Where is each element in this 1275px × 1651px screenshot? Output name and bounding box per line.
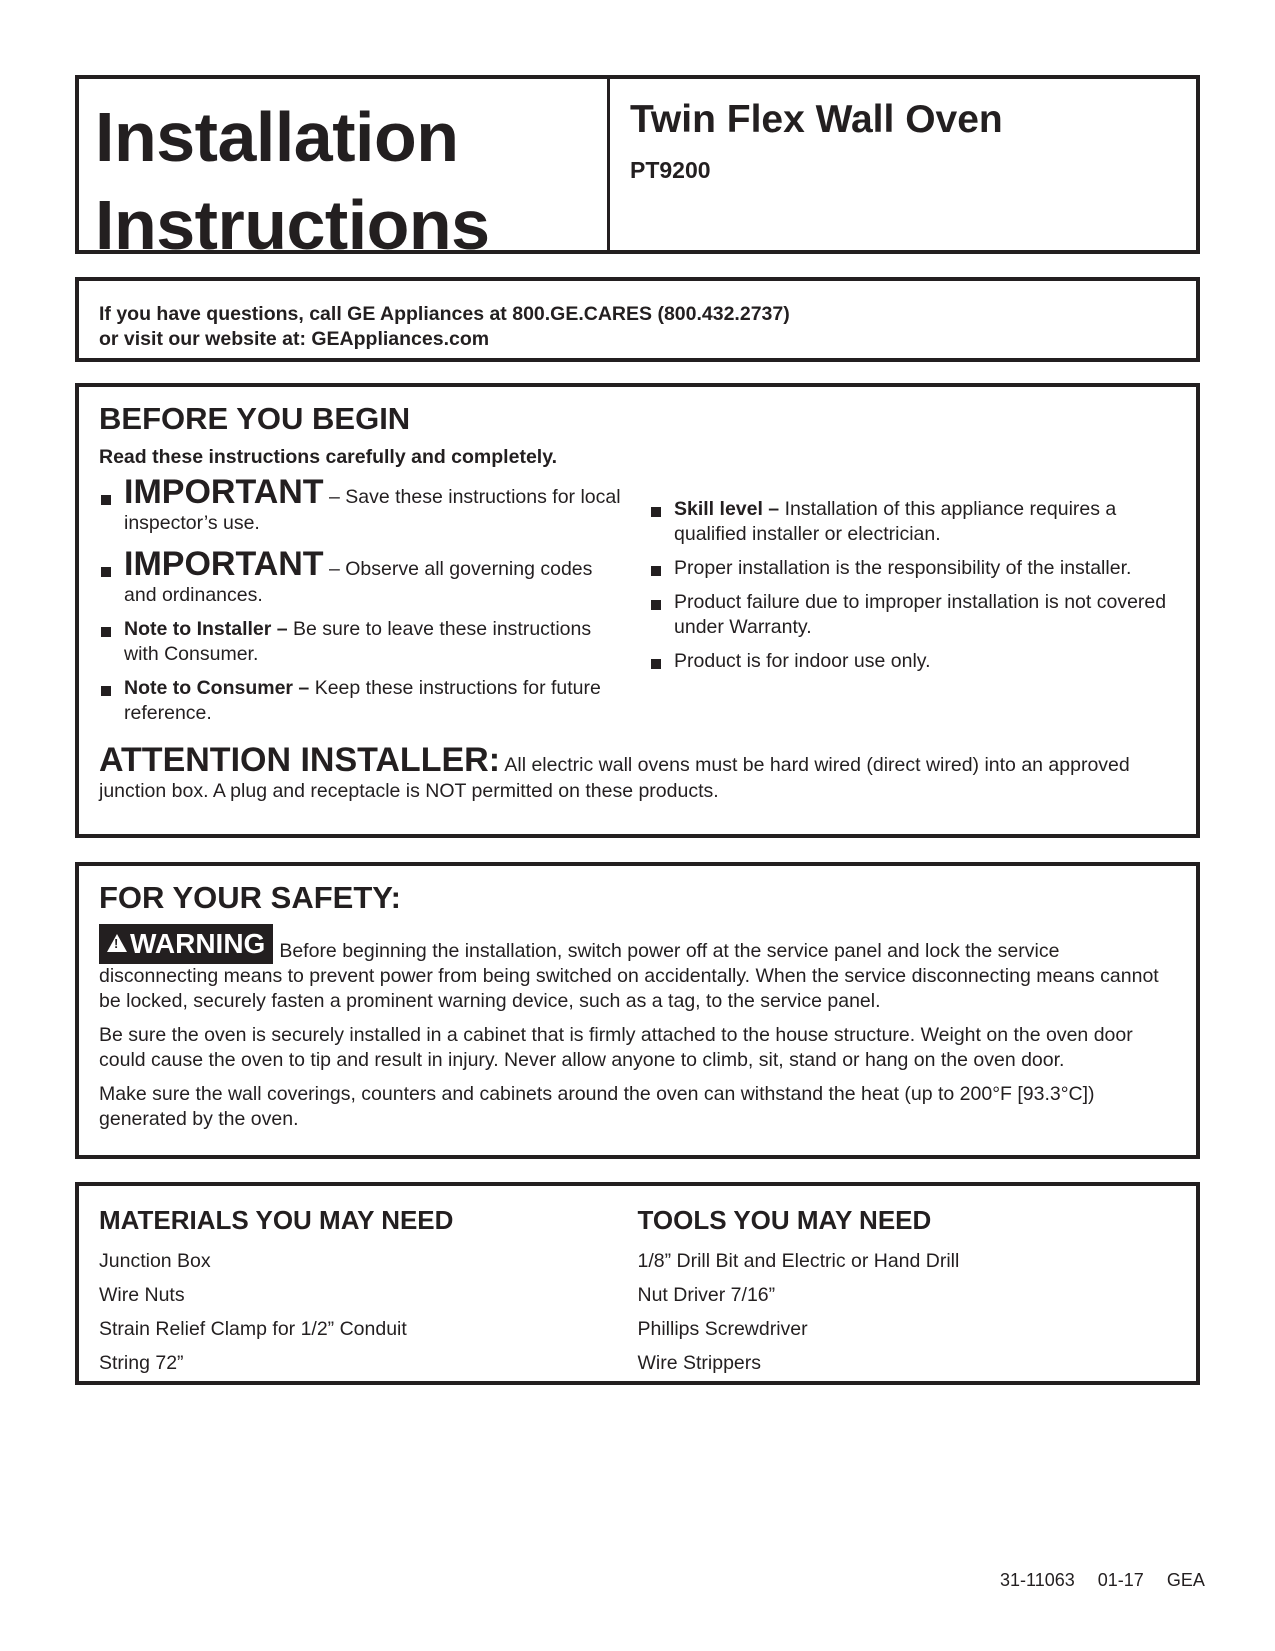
item-text: Keep these instructions for future reference.: [124, 677, 601, 724]
bullet-square-icon: [101, 686, 111, 696]
bullet-square-icon: [101, 567, 111, 577]
safety-section: [75, 862, 1200, 1159]
list-item: [99, 676, 621, 726]
list-item: [99, 617, 621, 667]
warning-paragraph: [99, 916, 1176, 1014]
title-box: [75, 75, 1200, 264]
tools-item: Phillips Screwdriver: [637, 1318, 808, 1340]
bullet-square-icon: [101, 627, 111, 637]
item-text: Installation of this appliance requires a qualified installer or electrician.: [674, 498, 1117, 545]
list-item: [649, 497, 1176, 547]
section-subheading: Read these instructions carefully and completely.: [99, 446, 558, 468]
brand-code: GEA: [1166, 1570, 1205, 1590]
materials-heading: MATERIALS YOU MAY NEED: [99, 1205, 454, 1235]
product-info: [610, 79, 1196, 250]
date-code: 01-17: [1097, 1570, 1144, 1590]
list-item: [649, 556, 1176, 581]
item-text: – Observe all governing codes and ordinances.: [124, 558, 593, 606]
tools-item: Nut Driver 7/16”: [637, 1284, 776, 1306]
bullet-square-icon: [651, 600, 661, 610]
materials-item: Strain Relief Clamp for 1/2” Conduit: [99, 1318, 407, 1340]
bullet-square-icon: [651, 659, 661, 669]
document-title: [79, 79, 610, 264]
list-item: [99, 545, 621, 608]
title-line-1: Installation: [95, 98, 459, 176]
materials-item: Wire Nuts: [99, 1284, 185, 1306]
safety-heading: FOR YOUR SAFETY:: [99, 880, 401, 915]
left-bullet-list: [99, 473, 621, 726]
materials-item: Junction Box: [99, 1250, 211, 1272]
list-item: [649, 590, 1176, 640]
item-lead: IMPORTANT: [124, 473, 324, 511]
warning-label: WARNING: [130, 927, 266, 959]
page-footer: [1000, 1570, 1205, 1591]
warning-badge: [99, 924, 273, 964]
section-heading: BEFORE YOU BEGIN: [99, 401, 411, 436]
right-bullet-list: [649, 497, 1176, 674]
list-item: [649, 649, 1176, 674]
safety-paragraph-2: Be sure the oven is securely installed in a cabinet that is firmly attached to the house structure. Weight on the oven door could cause the oven to tip and result in injury. Never allow anyone to climb, sit, stand or hang on the oven door.: [99, 1024, 1133, 1071]
model-number: PT9200: [630, 157, 711, 183]
materials-item: String 72”: [99, 1352, 184, 1374]
warning-triangle-icon: [107, 934, 127, 952]
item-lead: IMPORTANT: [124, 545, 324, 583]
tools-heading: TOOLS YOU MAY NEED: [637, 1205, 932, 1235]
item-text: – Save these instructions for local inspector’s use.: [124, 486, 621, 534]
bullet-square-icon: [651, 507, 661, 517]
item-lead: Skill level –: [674, 498, 780, 520]
attention-text: All electric wall ovens must be hard wired (direct wired) into an approved junction box. A plug and receptacle is NOT permitted on these products.: [99, 754, 1130, 802]
tools-column: [638, 1204, 1177, 1381]
list-item: [99, 473, 621, 536]
item-text: Product failure due to improper installation is not covered under Warranty.: [674, 591, 1167, 638]
title-line-2: Instructions: [95, 186, 490, 264]
contact-phone-line: If you have questions, call GE Appliances at 800.GE.CARES (800.432.2737): [99, 303, 790, 325]
document-number: 31-11063: [1000, 1570, 1075, 1590]
attention-installer-notice: [99, 741, 1176, 804]
contact-website-line: or visit our website at: GEAppliances.com: [99, 328, 490, 350]
item-text: Be sure to leave these instructions with Consumer.: [124, 618, 592, 665]
safety-paragraph-3: Make sure the wall coverings, counters and cabinets around the oven can withstand the heat (up to 200°F [93.3°C]) generated by the oven.: [99, 1083, 1095, 1130]
item-text: Product is for indoor use only.: [674, 650, 931, 672]
tools-item: Wire Strippers: [637, 1352, 762, 1374]
before-you-begin-section: [75, 383, 1200, 838]
contact-box: [75, 277, 1200, 362]
tools-item: 1/8” Drill Bit and Electric or Hand Drill: [637, 1250, 960, 1272]
item-text: Proper installation is the responsibility of the installer.: [674, 557, 1132, 579]
warning-text: Before beginning the installation, switch power off at the service panel and lock the service disconnecting means to prevent power from being switched on accidentally. When the service disconnecting means cannot be locked, securely fasten a prominent warning device, such as a tag, to the service panel.: [99, 940, 1159, 1012]
bullet-square-icon: [101, 495, 111, 505]
materials-tools-section: [75, 1182, 1200, 1385]
bullet-square-icon: [651, 566, 661, 576]
item-lead: Note to Consumer –: [124, 677, 310, 699]
product-name: Twin Flex Wall Oven: [630, 98, 1003, 141]
item-lead: Note to Installer –: [124, 618, 288, 640]
materials-column: [99, 1204, 638, 1381]
attention-lead: ATTENTION INSTALLER:: [99, 741, 501, 779]
